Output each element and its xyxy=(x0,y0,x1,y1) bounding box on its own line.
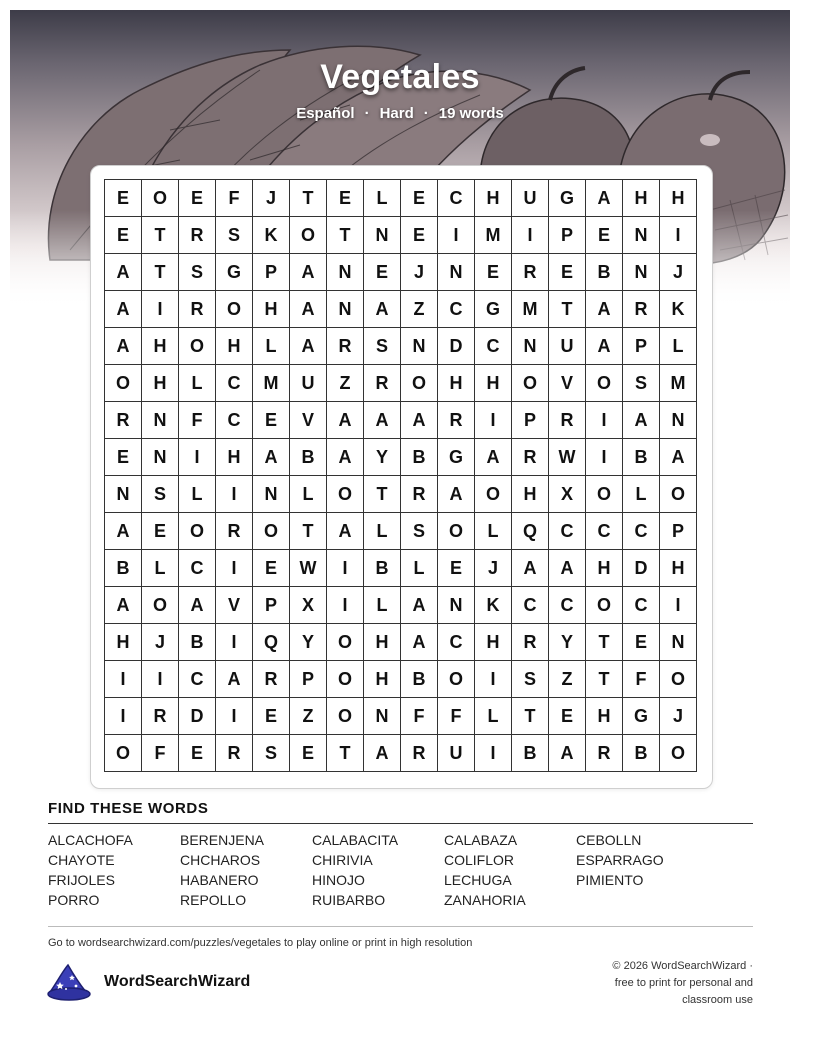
grid-cell[interactable]: A xyxy=(105,587,142,624)
grid-cell[interactable]: A xyxy=(623,402,660,439)
grid-cell[interactable]: T xyxy=(512,698,549,735)
puzzle-language: Español xyxy=(296,105,355,122)
grid-cell[interactable]: O xyxy=(179,513,216,550)
word-item: LECHUGA xyxy=(444,872,512,888)
grid-cell[interactable]: P xyxy=(512,402,549,439)
grid-cell[interactable]: A xyxy=(290,254,327,291)
word-item: CALABAZA xyxy=(444,832,518,848)
grid-cell[interactable]: N xyxy=(142,439,179,476)
grid-cell[interactable]: O xyxy=(216,291,253,328)
grid-cell[interactable]: D xyxy=(179,698,216,735)
grid-cell[interactable]: Z xyxy=(290,698,327,735)
grid-cell[interactable]: O xyxy=(327,624,364,661)
grid-cell[interactable]: R xyxy=(179,291,216,328)
grid-cell[interactable]: A xyxy=(105,328,142,365)
grid-cell[interactable]: L xyxy=(475,513,512,550)
word-item: CHAYOTE xyxy=(48,852,115,868)
grid-cell[interactable]: E xyxy=(549,254,586,291)
grid-cell[interactable]: G xyxy=(216,254,253,291)
grid-cell[interactable]: E xyxy=(549,698,586,735)
grid-cell[interactable]: N xyxy=(142,402,179,439)
grid-cell[interactable]: J xyxy=(475,550,512,587)
grid-cell[interactable]: S xyxy=(142,476,179,513)
grid-cell[interactable]: Z xyxy=(549,661,586,698)
grid-cell[interactable]: I xyxy=(142,291,179,328)
grid-cell[interactable]: H xyxy=(660,180,697,217)
grid-cell[interactable]: X xyxy=(290,587,327,624)
grid-cell[interactable]: H xyxy=(216,328,253,365)
grid-cell[interactable]: A xyxy=(586,180,623,217)
grid-cell[interactable]: P xyxy=(549,217,586,254)
grid-cell[interactable]: O xyxy=(438,513,475,550)
grid-cell[interactable]: E xyxy=(623,624,660,661)
grid-cell[interactable]: I xyxy=(105,661,142,698)
grid-cell[interactable]: I xyxy=(142,661,179,698)
grid-cell[interactable]: Q xyxy=(512,513,549,550)
grid-cell[interactable]: A xyxy=(549,550,586,587)
word-item: CHCHAROS xyxy=(180,852,261,868)
word-item: PORRO xyxy=(48,892,100,908)
word-item: CEBOLLN xyxy=(576,832,642,848)
grid-cell[interactable]: A xyxy=(401,624,438,661)
grid-cell[interactable]: E xyxy=(290,735,327,772)
grid-cell[interactable]: N xyxy=(660,402,697,439)
letter-grid xyxy=(104,179,697,772)
grid-cell[interactable]: R xyxy=(105,402,142,439)
grid-cell[interactable]: L xyxy=(475,698,512,735)
grid-cell[interactable]: R xyxy=(549,402,586,439)
grid-cell[interactable]: G xyxy=(549,180,586,217)
grid-cell[interactable]: O xyxy=(105,365,142,402)
grid-cell[interactable]: G xyxy=(475,291,512,328)
puzzle-word-count: 19 words xyxy=(438,105,504,122)
grid-cell[interactable]: A xyxy=(364,291,401,328)
meta-separator: · xyxy=(423,105,429,122)
meta-separator: · xyxy=(364,105,370,122)
grid-cell[interactable]: M xyxy=(660,365,697,402)
divider xyxy=(48,823,753,824)
grid-cell[interactable]: A xyxy=(586,328,623,365)
grid-cell[interactable]: O xyxy=(660,476,697,513)
grid-cell[interactable]: C xyxy=(179,661,216,698)
grid-cell[interactable]: H xyxy=(586,550,623,587)
grid-cell[interactable]: T xyxy=(290,180,327,217)
grid-cell[interactable]: K xyxy=(660,291,697,328)
grid-cell[interactable]: J xyxy=(660,698,697,735)
copyright-line: classroom use xyxy=(682,994,753,1006)
grid-cell[interactable]: B xyxy=(364,550,401,587)
grid-cell[interactable]: T xyxy=(364,476,401,513)
grid-cell[interactable]: T xyxy=(549,291,586,328)
footer-link[interactable]: Go to wordsearchwizard.com/puzzles/vegetales to play online or print in high resolution xyxy=(48,937,473,949)
grid-cell[interactable]: Y xyxy=(364,439,401,476)
grid-cell[interactable]: J xyxy=(253,180,290,217)
grid-cell[interactable]: M xyxy=(475,217,512,254)
puzzle-difficulty: Hard xyxy=(379,105,414,122)
divider xyxy=(48,926,753,927)
grid-cell[interactable]: O xyxy=(438,661,475,698)
grid-cell[interactable]: E xyxy=(327,180,364,217)
grid-cell[interactable]: I xyxy=(660,217,697,254)
word-item: RUIBARBO xyxy=(312,892,386,908)
grid-cell[interactable]: A xyxy=(549,735,586,772)
grid-cell[interactable]: C xyxy=(623,513,660,550)
grid-cell[interactable]: H xyxy=(586,698,623,735)
grid-cell[interactable]: C xyxy=(475,328,512,365)
grid-cell[interactable]: E xyxy=(253,402,290,439)
grid-cell[interactable]: B xyxy=(401,661,438,698)
grid-cell[interactable]: R xyxy=(179,217,216,254)
word-item: HINOJO xyxy=(312,872,365,888)
grid-cell[interactable]: A xyxy=(401,587,438,624)
word-item: HABANERO xyxy=(180,872,259,888)
grid-cell[interactable]: N xyxy=(364,698,401,735)
grid-cell[interactable]: H xyxy=(475,180,512,217)
grid-cell[interactable]: L xyxy=(364,180,401,217)
grid-cell[interactable]: L xyxy=(179,476,216,513)
grid-cell[interactable]: L xyxy=(401,550,438,587)
grid-cell[interactable]: V xyxy=(549,365,586,402)
grid-cell[interactable]: I xyxy=(216,476,253,513)
grid-cell[interactable]: H xyxy=(438,365,475,402)
grid-cell[interactable]: A xyxy=(364,735,401,772)
grid-cell[interactable]: H xyxy=(216,439,253,476)
grid-cell[interactable]: E xyxy=(105,217,142,254)
grid-cell[interactable]: H xyxy=(512,476,549,513)
grid-cell[interactable]: F xyxy=(623,661,660,698)
grid-cell[interactable]: T xyxy=(290,513,327,550)
grid-cell[interactable]: I xyxy=(327,550,364,587)
grid-cell[interactable]: N xyxy=(105,476,142,513)
grid-cell[interactable]: O xyxy=(401,365,438,402)
grid-cell[interactable]: L xyxy=(364,513,401,550)
grid-cell[interactable]: A xyxy=(253,439,290,476)
grid-cell[interactable]: B xyxy=(512,735,549,772)
grid-cell[interactable]: P xyxy=(290,661,327,698)
grid-cell[interactable]: O xyxy=(475,476,512,513)
grid-cell[interactable]: A xyxy=(327,402,364,439)
grid-cell[interactable]: N xyxy=(623,254,660,291)
grid-cell[interactable]: A xyxy=(660,439,697,476)
grid-cell[interactable]: S xyxy=(179,254,216,291)
grid-cell[interactable]: B xyxy=(586,254,623,291)
grid-cell[interactable]: H xyxy=(142,365,179,402)
grid-cell[interactable]: C xyxy=(549,587,586,624)
grid-cell[interactable]: C xyxy=(438,291,475,328)
grid-cell[interactable]: D xyxy=(623,550,660,587)
grid-cell[interactable]: J xyxy=(142,624,179,661)
grid-cell[interactable]: N xyxy=(623,217,660,254)
grid-cell[interactable]: D xyxy=(438,328,475,365)
grid-cell[interactable]: F xyxy=(401,698,438,735)
grid-cell[interactable]: I xyxy=(475,661,512,698)
grid-cell[interactable]: A xyxy=(364,402,401,439)
grid-cell[interactable]: U xyxy=(438,735,475,772)
grid-cell[interactable]: C xyxy=(438,624,475,661)
grid-cell[interactable]: I xyxy=(660,587,697,624)
grid-cell[interactable]: A xyxy=(290,291,327,328)
grid-cell[interactable]: U xyxy=(512,180,549,217)
grid-cell[interactable]: O xyxy=(586,476,623,513)
grid-cell[interactable]: Y xyxy=(549,624,586,661)
word-item: COLIFLOR xyxy=(444,852,515,868)
grid-cell[interactable]: I xyxy=(105,698,142,735)
grid-cell[interactable]: I xyxy=(216,550,253,587)
grid-cell[interactable]: E xyxy=(105,180,142,217)
grid-cell[interactable]: C xyxy=(549,513,586,550)
grid-cell[interactable]: M xyxy=(512,291,549,328)
grid-cell[interactable]: L xyxy=(364,587,401,624)
grid-cell[interactable]: O xyxy=(253,513,290,550)
grid-cell[interactable]: B xyxy=(623,439,660,476)
grid-cell[interactable]: S xyxy=(253,735,290,772)
grid-cell[interactable]: E xyxy=(586,217,623,254)
brand-name: WordSearchWizard xyxy=(104,973,251,990)
grid-cell[interactable]: L xyxy=(142,550,179,587)
grid-cell[interactable]: T xyxy=(327,735,364,772)
copyright xyxy=(553,958,753,1009)
grid-cell[interactable]: O xyxy=(586,365,623,402)
grid-cell[interactable]: I xyxy=(179,439,216,476)
grid-cell[interactable]: E xyxy=(364,254,401,291)
grid-cell[interactable]: F xyxy=(438,698,475,735)
grid-cell[interactable]: L xyxy=(660,328,697,365)
grid-cell[interactable]: S xyxy=(623,365,660,402)
grid-cell[interactable]: B xyxy=(623,735,660,772)
grid-cell[interactable]: R xyxy=(438,402,475,439)
grid-cell[interactable]: B xyxy=(105,550,142,587)
grid-cell[interactable]: R xyxy=(623,291,660,328)
grid-cell[interactable]: L xyxy=(623,476,660,513)
grid-cell[interactable]: A xyxy=(586,291,623,328)
grid-cell[interactable]: I xyxy=(438,217,475,254)
grid-cell[interactable]: C xyxy=(216,402,253,439)
grid-cell[interactable]: X xyxy=(549,476,586,513)
grid-cell[interactable]: H xyxy=(364,661,401,698)
grid-cell[interactable]: R xyxy=(364,365,401,402)
grid-cell[interactable]: N xyxy=(253,476,290,513)
grid-cell[interactable]: O xyxy=(660,735,697,772)
grid-cell[interactable]: O xyxy=(327,698,364,735)
grid-cell[interactable]: R xyxy=(142,698,179,735)
grid-cell[interactable]: E xyxy=(179,735,216,772)
grid-cell[interactable]: T xyxy=(327,217,364,254)
grid-cell[interactable]: I xyxy=(327,587,364,624)
grid-cell[interactable]: A xyxy=(401,402,438,439)
words-heading: FIND THESE WORDS xyxy=(48,800,209,817)
grid-cell[interactable]: N xyxy=(438,587,475,624)
grid-cell[interactable]: C xyxy=(179,550,216,587)
grid-cell[interactable]: T xyxy=(142,254,179,291)
grid-cell[interactable]: H xyxy=(253,291,290,328)
grid-cell[interactable]: G xyxy=(438,439,475,476)
grid-cell[interactable]: L xyxy=(179,365,216,402)
grid-cell[interactable]: O xyxy=(142,180,179,217)
grid-cell[interactable]: N xyxy=(660,624,697,661)
grid-cell[interactable]: R xyxy=(253,661,290,698)
word-item: FRIJOLES xyxy=(48,872,115,888)
grid-cell[interactable]: R xyxy=(401,476,438,513)
grid-cell[interactable]: S xyxy=(364,328,401,365)
grid-cell[interactable]: C xyxy=(623,587,660,624)
grid-cell[interactable]: L xyxy=(290,476,327,513)
grid-cell[interactable]: U xyxy=(549,328,586,365)
grid-cell[interactable]: I xyxy=(586,439,623,476)
grid-cell[interactable]: P xyxy=(623,328,660,365)
grid-cell[interactable]: K xyxy=(253,217,290,254)
grid-cell[interactable]: H xyxy=(142,328,179,365)
word-item: ZANAHORIA xyxy=(444,892,526,908)
grid-cell[interactable]: S xyxy=(512,661,549,698)
puzzle-meta xyxy=(10,105,790,122)
grid-cell[interactable]: S xyxy=(401,513,438,550)
grid-cell[interactable]: E xyxy=(142,513,179,550)
grid-cell[interactable]: C xyxy=(586,513,623,550)
grid-cell[interactable]: E xyxy=(253,550,290,587)
grid-cell[interactable]: J xyxy=(401,254,438,291)
grid-cell[interactable]: E xyxy=(401,180,438,217)
grid-cell[interactable]: L xyxy=(253,328,290,365)
grid-cell[interactable]: P xyxy=(660,513,697,550)
grid-cell[interactable]: B xyxy=(401,439,438,476)
copyright-line: © 2026 WordSearchWizard · xyxy=(612,960,753,972)
grid-cell[interactable]: O xyxy=(179,328,216,365)
word-item: ESPARRAGO xyxy=(576,852,664,868)
brand[interactable] xyxy=(46,962,250,1002)
grid-cell[interactable]: E xyxy=(179,180,216,217)
grid-cell[interactable]: Z xyxy=(327,365,364,402)
grid-cell[interactable]: E xyxy=(438,550,475,587)
grid-cell[interactable]: V xyxy=(216,587,253,624)
grid-cell[interactable]: N xyxy=(438,254,475,291)
copyright-line: free to print for personal and xyxy=(614,977,753,989)
word-item: REPOLLO xyxy=(180,892,247,908)
grid-cell[interactable]: R xyxy=(586,735,623,772)
grid-cell[interactable]: O xyxy=(586,587,623,624)
grid-cell[interactable]: O xyxy=(142,587,179,624)
grid-cell[interactable]: A xyxy=(179,587,216,624)
grid-cell[interactable]: P xyxy=(253,587,290,624)
grid-cell[interactable]: C xyxy=(512,587,549,624)
word-item: BERENJENA xyxy=(180,832,265,848)
wizard-hat-icon xyxy=(46,962,92,1002)
grid-cell[interactable]: E xyxy=(401,217,438,254)
grid-cell[interactable]: A xyxy=(105,254,142,291)
word-item: PIMIENTO xyxy=(576,872,644,888)
grid-cell[interactable]: O xyxy=(660,661,697,698)
grid-cell[interactable]: W xyxy=(549,439,586,476)
grid-cell[interactable]: G xyxy=(623,698,660,735)
grid-cell[interactable]: R xyxy=(327,328,364,365)
title-block xyxy=(10,58,790,122)
grid-cell[interactable]: A xyxy=(327,513,364,550)
grid-cell[interactable]: R xyxy=(401,735,438,772)
grid-cell[interactable]: H xyxy=(623,180,660,217)
grid-cell[interactable]: B xyxy=(179,624,216,661)
grid-cell[interactable]: E xyxy=(475,254,512,291)
grid-cell[interactable]: F xyxy=(179,402,216,439)
grid-cell[interactable]: R xyxy=(512,254,549,291)
grid-cell[interactable]: A xyxy=(290,328,327,365)
grid-cell[interactable]: A xyxy=(216,661,253,698)
grid-cell[interactable]: A xyxy=(327,439,364,476)
grid-cell[interactable]: N xyxy=(327,254,364,291)
grid-cell[interactable]: H xyxy=(475,365,512,402)
grid-cell[interactable]: F xyxy=(142,735,179,772)
grid-cell[interactable]: A xyxy=(105,513,142,550)
grid-cell[interactable]: Q xyxy=(253,624,290,661)
grid-cell[interactable]: T xyxy=(142,217,179,254)
grid-cell[interactable]: H xyxy=(660,550,697,587)
grid-cell[interactable]: A xyxy=(105,291,142,328)
grid-cell[interactable]: A xyxy=(475,439,512,476)
grid-cell[interactable]: S xyxy=(216,217,253,254)
grid-cell[interactable]: O xyxy=(327,476,364,513)
grid-cell[interactable]: O xyxy=(290,217,327,254)
grid-cell[interactable]: Z xyxy=(401,291,438,328)
grid-cell[interactable]: C xyxy=(216,365,253,402)
grid-cell[interactable]: U xyxy=(290,365,327,402)
word-item: CALABACITA xyxy=(312,832,399,848)
word-item: CHIRIVIA xyxy=(312,852,373,868)
grid-cell[interactable]: V xyxy=(290,402,327,439)
word-item: ALCACHOFA xyxy=(48,832,133,848)
puzzle-title: Vegetales xyxy=(320,58,480,96)
grid-cell[interactable]: B xyxy=(290,439,327,476)
grid-cell[interactable]: M xyxy=(253,365,290,402)
grid-cell[interactable]: A xyxy=(438,476,475,513)
grid-cell[interactable]: I xyxy=(475,735,512,772)
grid-cell[interactable]: A xyxy=(512,550,549,587)
grid-cell[interactable]: I xyxy=(512,217,549,254)
grid-cell[interactable]: R xyxy=(512,439,549,476)
grid-cell[interactable]: T xyxy=(586,661,623,698)
grid-cell[interactable]: W xyxy=(290,550,327,587)
grid-cell[interactable]: F xyxy=(216,180,253,217)
grid-cell[interactable]: I xyxy=(586,402,623,439)
grid-cell[interactable]: P xyxy=(253,254,290,291)
grid-cell[interactable]: O xyxy=(327,661,364,698)
grid-cell[interactable]: O xyxy=(512,365,549,402)
grid-cell[interactable]: I xyxy=(475,402,512,439)
grid-cell[interactable]: N xyxy=(327,291,364,328)
grid-cell[interactable]: C xyxy=(438,180,475,217)
grid-cell[interactable]: R xyxy=(216,513,253,550)
grid-cell[interactable]: R xyxy=(512,624,549,661)
grid-cell[interactable]: E xyxy=(105,439,142,476)
grid-cell[interactable]: N xyxy=(401,328,438,365)
grid-cell[interactable]: K xyxy=(475,587,512,624)
grid-cell[interactable]: Y xyxy=(290,624,327,661)
grid-cell[interactable]: O xyxy=(105,735,142,772)
grid-cell[interactable]: J xyxy=(660,254,697,291)
grid-cell[interactable]: H xyxy=(475,624,512,661)
grid-cell[interactable]: E xyxy=(253,698,290,735)
grid-cell[interactable]: R xyxy=(216,735,253,772)
grid-cell[interactable]: N xyxy=(512,328,549,365)
grid-cell[interactable]: H xyxy=(105,624,142,661)
grid-cell[interactable]: T xyxy=(586,624,623,661)
grid-cell[interactable]: N xyxy=(364,217,401,254)
grid-cell[interactable]: H xyxy=(364,624,401,661)
grid-cell[interactable]: I xyxy=(216,698,253,735)
grid-cell[interactable]: I xyxy=(216,624,253,661)
